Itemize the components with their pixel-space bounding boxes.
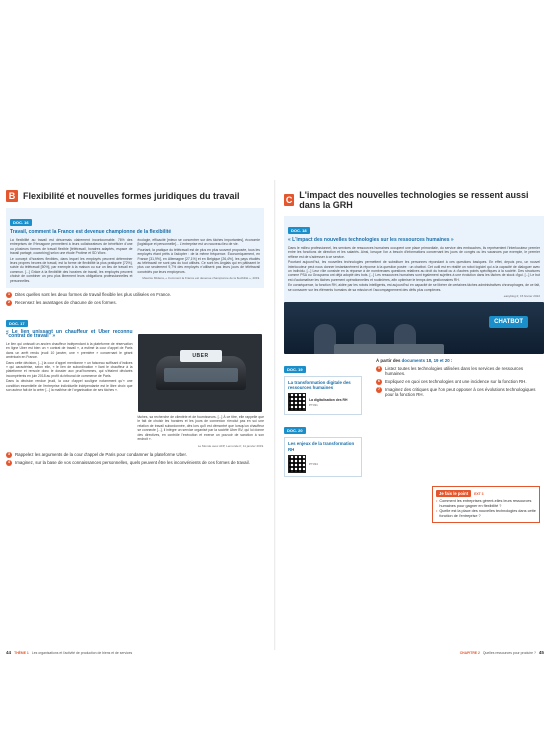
doc-column bbox=[138, 330, 265, 448]
question-number: 5 bbox=[378, 366, 380, 371]
intro-suffix: : bbox=[449, 358, 453, 364]
doc-body bbox=[288, 246, 540, 292]
doc-tag: DOC. 17 bbox=[6, 320, 28, 327]
doc-16 bbox=[6, 208, 264, 288]
question-text: Recensez les avantages de chacune de ces formes. bbox=[15, 300, 117, 306]
footer-text: Les organisations et l'activité de production de biens et de services bbox=[31, 650, 133, 655]
section-header-b bbox=[6, 190, 264, 202]
tile-code: PT331 bbox=[309, 402, 318, 407]
section-title: Flexibilité et nouvelles formes juridiques du travail bbox=[23, 191, 240, 201]
question-item bbox=[6, 300, 264, 306]
doc-tag: DOC. 20 bbox=[284, 427, 306, 434]
intro-docs: documents 18, 19 et 20 bbox=[401, 358, 450, 364]
question-item bbox=[376, 379, 544, 385]
je-fais-le-point-box bbox=[432, 486, 540, 523]
question-item bbox=[6, 292, 264, 298]
page-number: 45 bbox=[538, 650, 544, 655]
qr-code-icon[interactable] bbox=[288, 393, 306, 411]
chatbot-label: CHATBOT bbox=[489, 316, 528, 328]
section-header-c bbox=[284, 190, 544, 210]
doc-source: Maurice Midena, « Comment la France est devenue championne de la flexibilité », 2019. bbox=[142, 276, 260, 281]
tile-title: La transformation digitale des ressources humaines bbox=[288, 380, 351, 391]
doc-source: Le Monde avec AFP, Lemonde.fr, 11 janvier 2019. bbox=[197, 443, 264, 448]
question-text: Imaginez des critiques que l'on peut opposer à ces évolutions technologiques pour la fonction RH. bbox=[385, 386, 536, 398]
left-footer bbox=[6, 650, 132, 655]
questions-group-a bbox=[6, 292, 264, 306]
doc-tag: DOC. 16 bbox=[10, 219, 32, 226]
paragraph: La flexibilité au travail est désormais clairement incontournable. 76% des entreprises de l'Hexagone permettent à leurs collaborateurs de bénéficier d'une ou plusieurs formes de travail flexible [télétravail, horaires adaptés, espace de travail partagé, coworking] selon une étude Protime et SD Worx. bbox=[10, 238, 133, 256]
paragraph: Le concept d'horaires flexibles, dans lequel les employés peuvent déterminer leurs propres heures de travail, est la forme de flexibilité la plus pratiquée [72%], suivie du télétravail [50%], par exemple à la maison ou sur un lieu de travail en commun. [...] Grâce à la flexibilité des horaires de travail, les employés peuvent choisir de combiner un peu plus librement leurs obligations professionnelles et personnelles. bbox=[10, 256, 133, 283]
doc-column bbox=[138, 238, 261, 284]
doc-title: « Le lien unissant un chauffeur et Uber reconnu "contrat de travail" » bbox=[6, 329, 133, 340]
section-title: L'impact des nouvelles technologies se ressent aussi dans la GRH bbox=[299, 190, 529, 210]
section-letter-badge: B bbox=[6, 190, 18, 202]
page-gutter bbox=[274, 180, 276, 650]
aside-ref: EXT 3 bbox=[474, 491, 484, 496]
left-page bbox=[6, 190, 264, 468]
doc-title: « L'impact des nouvelles technologies sur les ressources humaines » bbox=[288, 237, 454, 243]
footer-text: Quelles ressources pour produire ? bbox=[482, 650, 536, 655]
question-text: Rappelez les arguments de la cour d'appel de Paris pour condamner la plateforme Uber. bbox=[15, 451, 187, 457]
aside-item bbox=[436, 499, 536, 508]
question-number: 6 bbox=[378, 379, 380, 384]
bullet-icon: • bbox=[436, 509, 438, 514]
video-tile[interactable] bbox=[284, 437, 362, 476]
doc-17 bbox=[6, 312, 264, 448]
paragraph: Le lien qui unissait un ancien chauffeur indépendant à la plateforme de réservation en ligne Uber est bien un « contrat de travail », a estimé la cour d'appel de Paris dans un arrêt rendu jeudi 10 janvier, une « première » concernant le géant américain en France. bbox=[6, 341, 133, 360]
question-item bbox=[376, 366, 544, 377]
chatbot-meeting-photo bbox=[284, 302, 544, 354]
question-number: 1 bbox=[8, 292, 10, 297]
question-number: 3 bbox=[8, 452, 10, 457]
section-letter-badge: C bbox=[285, 195, 293, 205]
questions-intro bbox=[376, 358, 544, 363]
uber-roof-sign: UBER bbox=[180, 350, 222, 362]
person-silhouette bbox=[314, 324, 336, 354]
paragraph: écologie, efficacité [mieux se concentrer sur des tâches importantes], économie [logistique et personnelle]... L'entreprise est un nouveau lieu de vie. bbox=[137, 238, 260, 247]
doc-tag: DOC. 18 bbox=[288, 227, 310, 234]
qr-code-icon[interactable] bbox=[288, 455, 306, 473]
paragraph: tâches, sa recherche de clientèle et de fournisseurs. [...] À ce titre, elle rappelle que le fait de choisir les horaires et les jours de connexion n'exclut pas en soi une relation de travail subordonnée, dès lors qu'il est démontré que lorsqu'un chauffeur se connecte [...], il intègre un service organisé par la société Uber BV, qui lui donne des directives, en contrôle l'exécution et exerce un pouvoir de sanction à son endroit ». bbox=[137, 415, 264, 442]
right-questions bbox=[376, 358, 544, 400]
right-page bbox=[284, 190, 544, 478]
aside-label: Je fais le point bbox=[436, 490, 471, 497]
tile-code: PT334 bbox=[309, 461, 318, 466]
question-text: Imaginez, sur la base de vos connaissances personnelles, quels peuvent être les inconvénients de ces formes de travail. bbox=[15, 459, 250, 465]
doc-source: easyblog.fr, 15 février 2022 bbox=[503, 294, 540, 299]
car-window-shape bbox=[164, 368, 238, 382]
aside-item-text: Quelle est la place des nouvelles technologies dans cette fonction de l'entreprise ? bbox=[439, 509, 536, 518]
question-number: 2 bbox=[8, 300, 10, 305]
tile-title: Les enjeux de la transformation RH bbox=[288, 441, 355, 452]
page-number: 44 bbox=[6, 650, 12, 655]
lower-right-area bbox=[284, 358, 544, 478]
question-text: Listez toutes les technologies utilisées dans les services de ressources humaines. bbox=[385, 366, 524, 377]
paragraph: Pourtant, la pratique du télétravail est de plus en plus souvent proposée, tous les employés étant prêts à l'adopter : de la même fréquence. Économiquement, en France [31,9%], en Allemagne [27,1%] et en Belgique [26,4%], les pays étudiés au télétravail ne sont pas du tout utilisés. Ce sont les Anglais qui en pâtissent le plus car seulement 9,7% des employés n'utilisent pas leurs jours de télétravail concédés par leurs employeurs. bbox=[137, 247, 260, 274]
paragraph: Dans la décision rendue jeudi, la cour d'appel souligne notamment qu'« une condition essentielle de l'entreprise individuelle indépendante est le libre choix que son auteur fait de la créer [...] la maîtrise de l'organisation de ses tâches ». bbox=[6, 379, 133, 392]
paragraph: Dans cette décision, [...] la cour d'appel mentionne « un faisceau suffisant d'indices » qui caractérise, selon elle, « le lien de subordination » liant le chauffeur à la plateforme et renvoie donc le dossier aux prud'hommes, qui s'étaient déclarés incompétents en juin 2018 au profit du tribunal de commerce de Paris. bbox=[6, 360, 133, 378]
doc-title: Travail, comment la France est devenue championne de la flexibilité bbox=[10, 229, 172, 235]
question-item bbox=[6, 460, 264, 466]
questions-group-b bbox=[6, 452, 264, 466]
theme-label: THÈME 1 bbox=[14, 650, 29, 655]
tile-caption: La digitalisation des RH bbox=[309, 398, 348, 403]
uber-taxi-photo bbox=[138, 334, 262, 412]
question-number: 7 bbox=[378, 387, 380, 392]
aside-header bbox=[436, 490, 536, 497]
doc-tag: DOC. 19 bbox=[284, 366, 306, 373]
doc-18 bbox=[284, 216, 544, 302]
question-item bbox=[376, 387, 544, 398]
chapter-label: CHAPITRE 2 bbox=[459, 650, 480, 655]
bullet-icon: • bbox=[436, 499, 438, 503]
paragraph: En conséquence, la fonction RH, aidée par les robots intelligents, est aujourd'hui en capacité de se libérer de certaines tâches administratives chronophages, de ce fait, se consacrer sur les éléments humains de sa mission et l'accompagnement des défis plus complexes. bbox=[288, 283, 540, 292]
question-number: 4 bbox=[8, 460, 10, 465]
paragraph: Dans le milieu professionnel, les services de ressources humaines occupent une place primordiale, du service des embauches, ils représentent l'interlocuteur premier entre les fonctions de direction et les salariés. Ainsi, lorsque l'on a besoin d'informations concernant les jours de congés ou les vacances par exemple, le premier réflexe est de s'adresser à ce service. bbox=[288, 246, 540, 259]
video-tile[interactable] bbox=[284, 376, 362, 415]
question-item bbox=[6, 452, 264, 458]
question-text: Dites quelles sont les deux formes de travail flexible les plus utilisées en France. bbox=[15, 292, 172, 298]
doc-20 bbox=[284, 419, 544, 476]
intro-prefix: À partir des bbox=[376, 358, 402, 364]
question-text: Expliquez en quoi ces technologies ont une incidence sur la fonction RH. bbox=[385, 378, 527, 384]
doc-column bbox=[10, 238, 133, 284]
doc-column bbox=[6, 330, 133, 448]
aside-item-text: Comment les entreprises gèrent-elles leurs ressources humaines pour gagner en flexibilité ? bbox=[439, 499, 532, 508]
right-footer bbox=[460, 650, 544, 655]
paragraph: Pourtant aujourd'hui, les nouvelles technologies permettent de substituer les personnes répondant à ces questions basiques. En effet, depuis peu, un nouvel interlocuteur peut nous donner instantanément la réponse à la question posée : un chatbot. Cet outil est en réalité un robot logiciel qui a la capacité de dialoguer avec un individu. [...] Leur rôle consiste en la réponse à de nombreuses questions relatives au droit du travail ou à d'autres points spécifiques à la société. Des structures comme PSA ou Groupama ont déjà adopté des bots. [...] Les ressources humaines sont également sujettes à une évolution dans les tâches de stock d'gui. [...] Le but est d'automatiser les tâches purement opérationnelles et routinières, afin optimiser le temps des gestionnaires RH. bbox=[288, 260, 540, 282]
meeting-table bbox=[334, 344, 444, 354]
aside-item bbox=[436, 509, 536, 518]
